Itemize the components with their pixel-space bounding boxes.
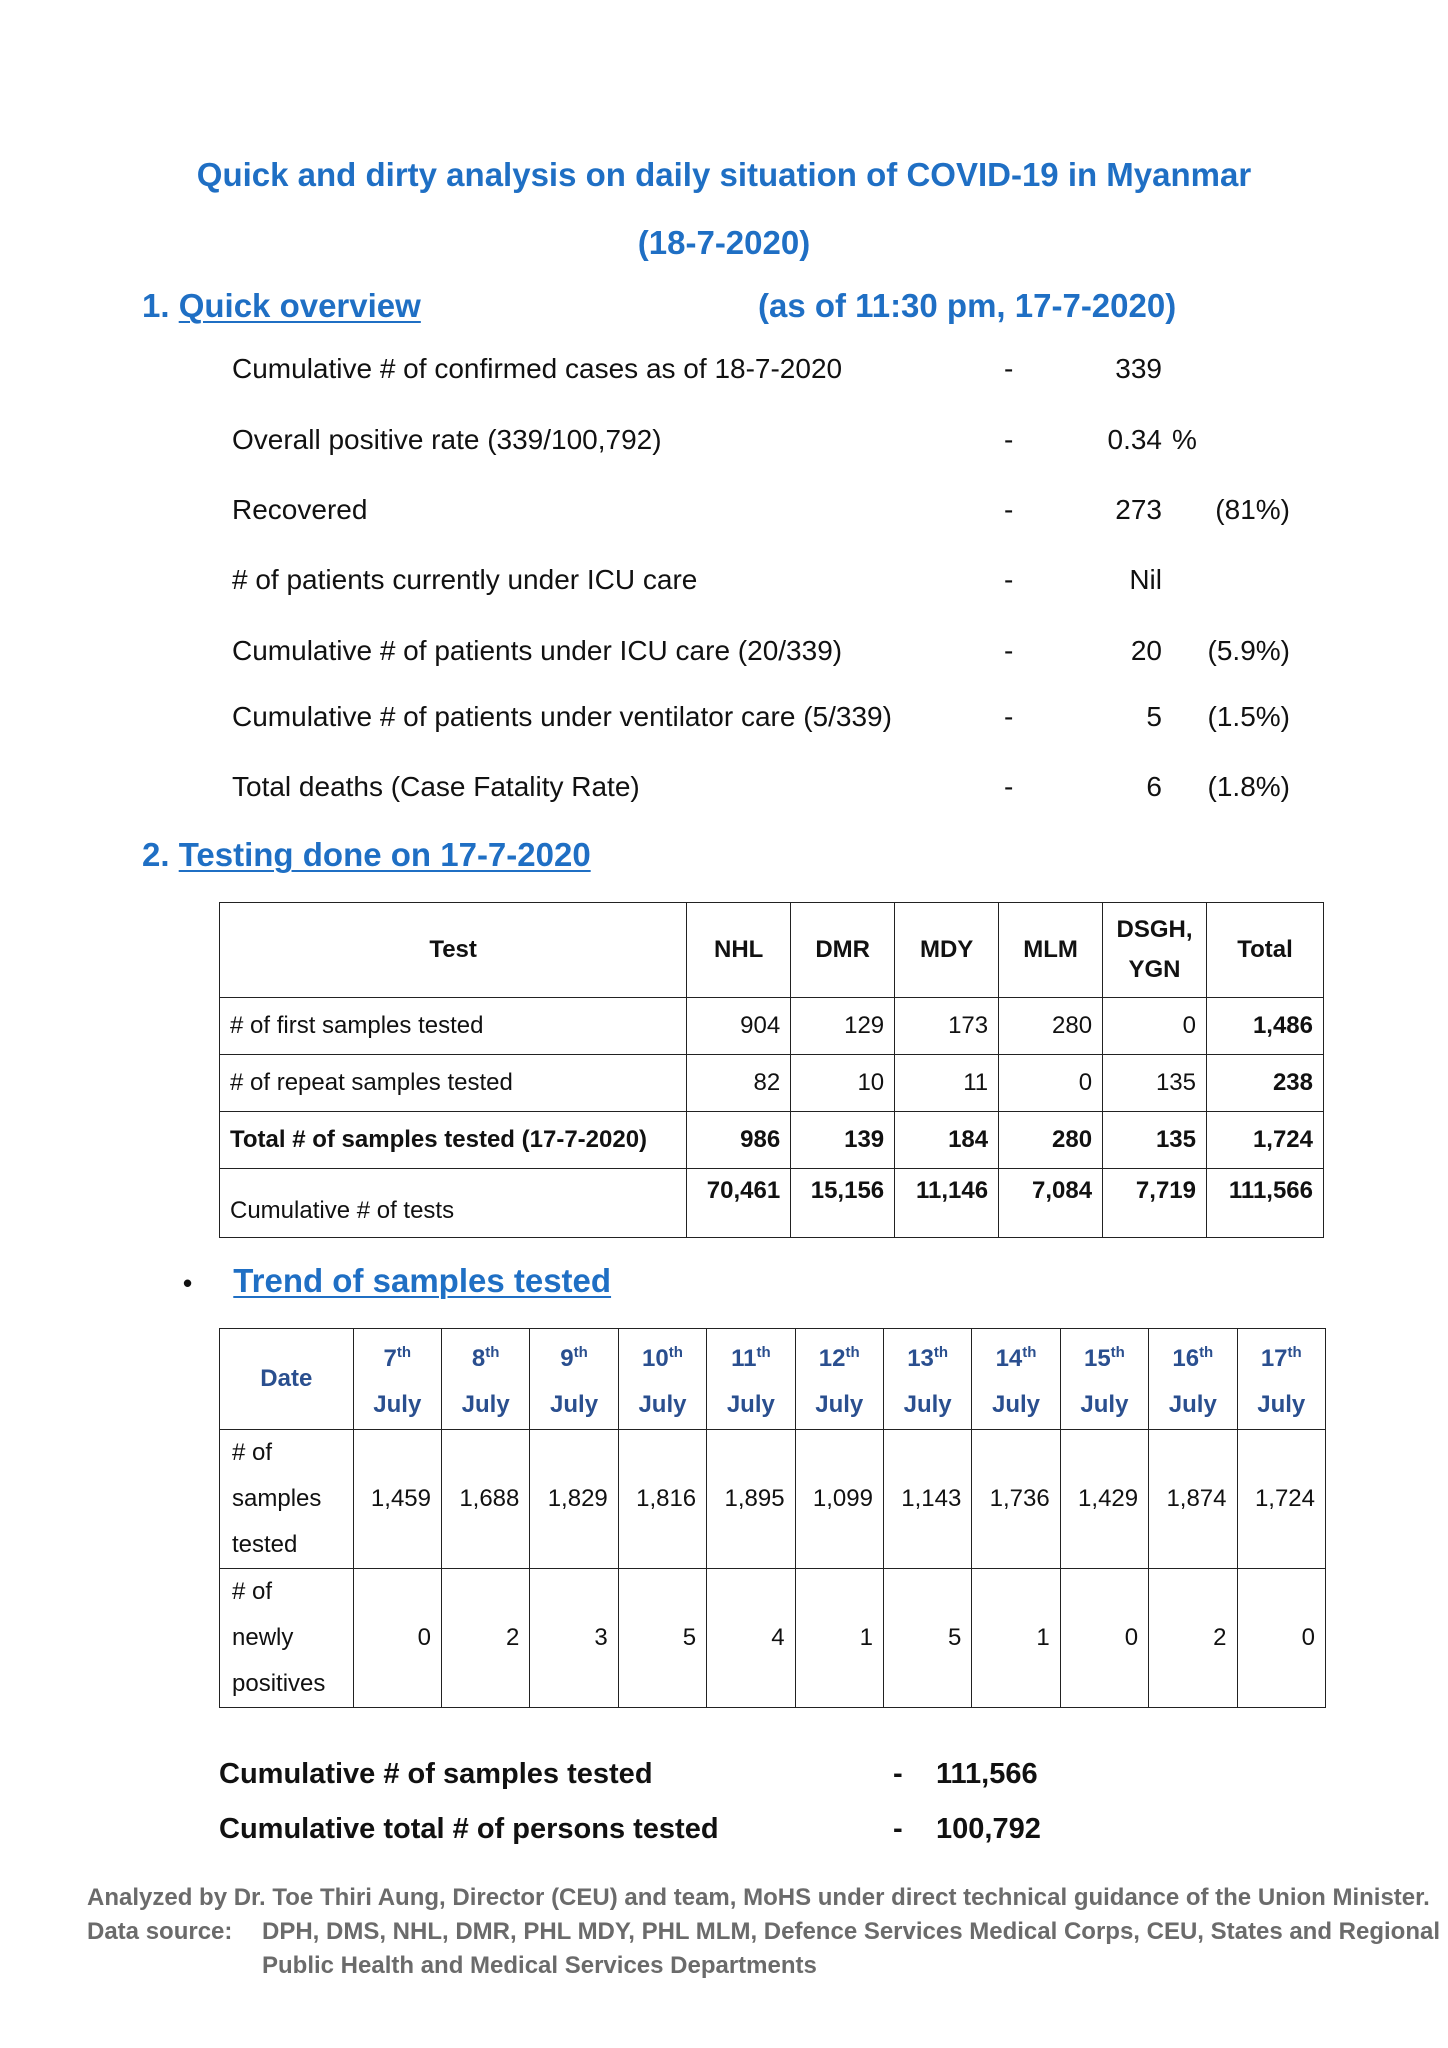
- data-source-line2: Public Health and Medical Services Departments: [262, 1952, 817, 1979]
- section2-title: Testing done on 17-7-2020: [178, 836, 591, 873]
- positives-cell: 0: [1237, 1569, 1326, 1708]
- overview-percent: (81%): [1215, 494, 1290, 525]
- header-mlm: MLM: [999, 903, 1103, 998]
- samples-label: [220, 1430, 354, 1569]
- samples-cell: 1,459: [353, 1430, 441, 1569]
- day-month: July: [373, 1391, 422, 1418]
- header-dsgh-line2: YGN: [1128, 956, 1181, 983]
- testing-cell: 1,486: [1206, 998, 1323, 1055]
- testing-cell: 129: [791, 998, 895, 1055]
- day-suffix: th: [1199, 1344, 1214, 1361]
- samples-cell: 1,816: [618, 1430, 706, 1569]
- day-suffix: th: [756, 1344, 771, 1361]
- header-dmr: DMR: [791, 903, 895, 998]
- day-month: July: [1257, 1391, 1306, 1418]
- header-total: Total: [1206, 903, 1323, 998]
- positives-cell: 1: [972, 1569, 1060, 1708]
- section1-as-of: (as of 11:30 pm, 17-7-2020): [758, 287, 1177, 324]
- overview-percent: (1.5%): [1207, 701, 1290, 732]
- overview-value: 273: [1115, 494, 1162, 525]
- summary-label: Cumulative total # of persons tested: [219, 1813, 719, 1845]
- summary-dash: -: [893, 1758, 903, 1790]
- summary-value: 100,792: [936, 1813, 1041, 1845]
- day-month: July: [1080, 1391, 1129, 1418]
- testing-cell: 139: [791, 1112, 895, 1169]
- trend-day-header: [1060, 1329, 1148, 1430]
- samples-row: [220, 1430, 1326, 1569]
- testing-cell: 0: [1103, 998, 1207, 1055]
- day-number: 9: [560, 1345, 574, 1372]
- trend-table: [219, 1328, 1326, 1708]
- testing-row: [220, 1169, 1324, 1238]
- positives-cell: 5: [618, 1569, 706, 1708]
- section2-number: 2.: [142, 836, 170, 873]
- trend-day-header: [795, 1329, 883, 1430]
- section1-number: 1.: [142, 287, 170, 324]
- samples-cell: 1,143: [883, 1430, 971, 1569]
- header-dsgh-line1: DSGH,: [1116, 916, 1193, 943]
- day-month: July: [461, 1391, 510, 1418]
- trend-heading: [183, 1262, 611, 1300]
- overview-value: Nil: [1129, 564, 1162, 595]
- bullet-icon: •: [183, 1268, 193, 1298]
- samples-cell: 1,724: [1237, 1430, 1326, 1569]
- data-source-label: Data source:: [87, 1918, 233, 1945]
- overview-label: Cumulative # of patients under ICU care (20/339): [232, 635, 843, 666]
- testing-row-label: # of repeat samples tested: [220, 1055, 687, 1112]
- overview-value: 0.34: [1107, 424, 1162, 455]
- trend-day-header: [441, 1329, 529, 1430]
- positives-cell: 2: [1149, 1569, 1237, 1708]
- day-number: 16: [1172, 1345, 1200, 1372]
- testing-cell: 238: [1206, 1055, 1323, 1112]
- overview-percent: (1.8%): [1207, 771, 1290, 802]
- day-number: 12: [818, 1345, 846, 1372]
- testing-cell: 7,719: [1103, 1169, 1207, 1238]
- header-nhl: NHL: [687, 903, 791, 998]
- positives-cell: 2: [441, 1569, 529, 1708]
- testing-cell: 135: [1103, 1112, 1207, 1169]
- day-suffix: th: [1110, 1344, 1125, 1361]
- day-number: 11: [731, 1345, 757, 1372]
- testing-row: [220, 1055, 1324, 1112]
- testing-row: [220, 1112, 1324, 1169]
- testing-cell: 280: [999, 998, 1103, 1055]
- trend-table-header: [220, 1329, 1326, 1430]
- testing-cell: 15,156: [791, 1169, 895, 1238]
- positives-cell: 5: [883, 1569, 971, 1708]
- testing-row: [220, 998, 1324, 1055]
- overview-value: 339: [1115, 353, 1162, 384]
- positives-cell: 1: [795, 1569, 883, 1708]
- testing-cell: 904: [687, 998, 791, 1055]
- samples-cell: 1,429: [1060, 1430, 1148, 1569]
- positives-label: [220, 1569, 354, 1708]
- summary-value: 111,566: [936, 1758, 1038, 1790]
- data-source-line1: DPH, DMS, NHL, DMR, PHL MDY, PHL MLM, Defence Services Medical Corps, CEU, States and Regional: [262, 1918, 1441, 1945]
- testing-cell: 82: [687, 1055, 791, 1112]
- trend-day-header: [1149, 1329, 1237, 1430]
- overview-label: Recovered: [232, 494, 368, 525]
- positives-row: [220, 1569, 1326, 1708]
- trend-day-header: [530, 1329, 618, 1430]
- overview-dash: -: [1004, 564, 1014, 595]
- day-number: 15: [1083, 1345, 1111, 1372]
- testing-cell: 10: [791, 1055, 895, 1112]
- trend-day-header: [353, 1329, 441, 1430]
- day-month: July: [726, 1391, 775, 1418]
- day-month: July: [1168, 1391, 1217, 1418]
- day-month: July: [903, 1391, 952, 1418]
- overview-percent: (5.9%): [1207, 635, 1290, 666]
- day-month: July: [815, 1391, 864, 1418]
- page-title: Quick and dirty analysis on daily situation of COVID-19 in Myanmar: [196, 156, 1252, 193]
- positives-cell: 3: [530, 1569, 618, 1708]
- summary-dash: -: [893, 1813, 903, 1845]
- overview-dash: -: [1004, 424, 1014, 455]
- trend-day-header: [1237, 1329, 1326, 1430]
- header-mdy: MDY: [895, 903, 999, 998]
- positives-label-line: # of: [232, 1578, 273, 1605]
- overview-dash: -: [1004, 635, 1014, 666]
- day-suffix: th: [396, 1344, 412, 1361]
- day-suffix: th: [485, 1344, 500, 1361]
- day-suffix: th: [668, 1344, 683, 1361]
- overview-value: 6: [1146, 771, 1162, 802]
- testing-row-label: # of first samples tested: [220, 998, 687, 1055]
- overview-label: Total deaths (Case Fatality Rate): [232, 771, 640, 802]
- trend-day-header: [707, 1329, 795, 1430]
- testing-row-label: Total # of samples tested (17-7-2020): [220, 1112, 687, 1169]
- samples-cell: 1,099: [795, 1430, 883, 1569]
- testing-cell: 11: [895, 1055, 999, 1112]
- day-suffix: th: [933, 1344, 949, 1361]
- header-dsgh: [1103, 903, 1207, 998]
- day-number: 8: [471, 1345, 486, 1372]
- positives-cell: 0: [353, 1569, 441, 1708]
- testing-cell: 280: [999, 1112, 1103, 1169]
- positives-label-line: positives: [232, 1670, 326, 1697]
- overview-value: 20: [1130, 635, 1162, 666]
- testing-cell: 173: [895, 998, 999, 1055]
- section1-title: Quick overview: [178, 287, 421, 324]
- samples-cell: 1,874: [1149, 1430, 1237, 1569]
- testing-cell: 7,084: [999, 1169, 1103, 1238]
- trend-day-header: [618, 1329, 706, 1430]
- samples-label-line: tested: [232, 1531, 298, 1558]
- day-number: 13: [907, 1345, 934, 1372]
- testing-table: [219, 902, 1324, 1238]
- overview-label: Cumulative # of patients under ventilator care (5/339): [232, 701, 892, 732]
- positives-cell: 0: [1060, 1569, 1148, 1708]
- analyzed-by: Analyzed by Dr. Toe Thiri Aung, Director (CEU) and team, MoHS under direct technical guidance of the Union Minister.: [87, 1884, 1430, 1911]
- overview-dash: -: [1004, 353, 1014, 384]
- samples-label-line: # of: [232, 1439, 273, 1466]
- positives-cell: 4: [707, 1569, 795, 1708]
- testing-table-header: [220, 903, 1324, 998]
- trend-day-header: [972, 1329, 1060, 1430]
- header-test: Test: [220, 903, 687, 998]
- section1-heading: [142, 287, 421, 325]
- testing-cell: 70,461: [687, 1169, 791, 1238]
- samples-cell: 1,895: [707, 1430, 795, 1569]
- testing-cell: 184: [895, 1112, 999, 1169]
- day-number: 10: [642, 1345, 669, 1372]
- overview-dash: -: [1004, 494, 1014, 525]
- testing-cell: 11,146: [895, 1169, 999, 1238]
- testing-cell: 986: [687, 1112, 791, 1169]
- testing-cell: 0: [999, 1055, 1103, 1112]
- samples-cell: 1,736: [972, 1430, 1060, 1569]
- trend-day-header: [883, 1329, 971, 1430]
- samples-cell: 1,688: [441, 1430, 529, 1569]
- overview-label: Overall positive rate (339/100,792): [232, 424, 662, 455]
- trend-date-header: Date: [220, 1329, 354, 1430]
- day-suffix: th: [573, 1344, 588, 1361]
- positives-label-line: newly: [232, 1624, 294, 1651]
- section2-heading: [142, 836, 591, 874]
- testing-row-label: Cumulative # of tests: [220, 1169, 687, 1238]
- day-suffix: th: [1022, 1344, 1037, 1361]
- testing-cell: 135: [1103, 1055, 1207, 1112]
- day-number: 14: [995, 1345, 1023, 1372]
- overview-value: 5: [1146, 701, 1162, 732]
- overview-label: # of patients currently under ICU care: [232, 564, 698, 595]
- testing-cell: 111,566: [1206, 1169, 1323, 1238]
- trend-title: Trend of samples tested: [233, 1262, 612, 1299]
- day-number: 7: [383, 1345, 397, 1372]
- samples-label-line: samples: [232, 1485, 322, 1512]
- testing-cell: 1,724: [1206, 1112, 1323, 1169]
- day-suffix: th: [845, 1344, 860, 1361]
- report-date: (18-7-2020): [637, 224, 811, 261]
- overview-dash: -: [1004, 701, 1014, 732]
- day-month: July: [550, 1391, 599, 1418]
- overview-dash: -: [1004, 771, 1014, 802]
- day-suffix: th: [1287, 1344, 1302, 1361]
- day-number: 17: [1260, 1345, 1288, 1372]
- summary-label: Cumulative # of samples tested: [219, 1758, 653, 1790]
- samples-cell: 1,829: [530, 1430, 618, 1569]
- day-month: July: [638, 1391, 687, 1418]
- overview-label: Cumulative # of confirmed cases as of 18-7-2020: [232, 353, 843, 384]
- day-month: July: [992, 1391, 1041, 1418]
